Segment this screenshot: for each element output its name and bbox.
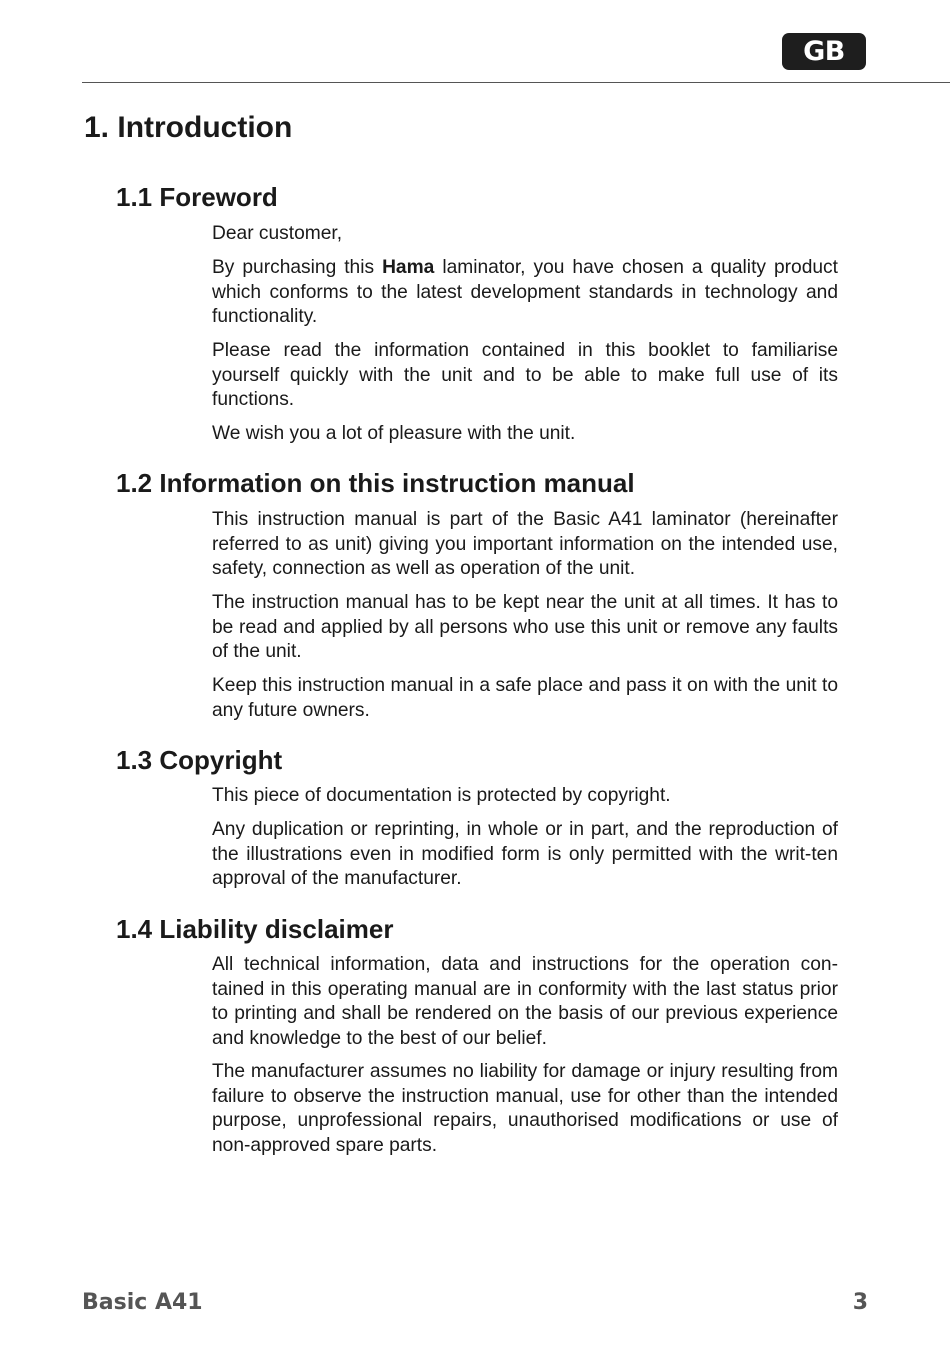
manual-info-paragraph-safe-place: Keep this instruction manual in a safe place and pass it on with the unit to any future owners. (212, 675, 838, 721)
chapter-title: 1. Introduction (84, 111, 293, 144)
header-divider (82, 82, 950, 83)
section-heading-foreword: 1.1 Foreword (116, 182, 278, 212)
section-heading-manual-info: 1.2 Information on this instruction manual (116, 468, 635, 498)
copyright-paragraph-protected: This piece of documentation is protected by copyright. (212, 785, 671, 806)
section-heading-liability: 1.4 Liability disclaimer (116, 914, 394, 944)
copyright-paragraph-duplication: Any duplication or reprinting, in whole or in part, and the reproduction of the illustrations even in modified form is only permitted with the writ-ten approval of the manufacturer. (212, 819, 838, 890)
foreword-greeting: Dear customer, (212, 223, 343, 244)
brand-name-hama: Hama (382, 257, 435, 278)
footer-page-number: 3 (852, 1290, 868, 1315)
liability-paragraph-no-liability: The manufacturer assumes no liability for damage or injury resulting from failure to observe the instruction manual, use for other than the intended purpose, unprofessional repairs, unauthorised modifications or use of non-approved spare parts. (212, 1061, 838, 1156)
foreword-paragraph-purchase (212, 256, 838, 330)
liability-paragraph-technical-info: All technical information, data and instructions for the operation con-tained in this operating manual are in conformity with the last status prior to printing and shall be rendered on the basis of our previous experience and knowledge to the best of our belief. (212, 954, 838, 1049)
manual-info-paragraph-kept: The instruction manual has to be kept near the unit at all times. It has to be read and applied by all persons who use this unit or remove any faults of the unit. (212, 592, 838, 663)
section-heading-copyright: 1.3 Copyright (116, 745, 283, 775)
foreword-paragraph-read: Please read the information contained in this booklet to familiarise yourself quickly with the unit and to be able to make full use of its functions. (212, 340, 838, 411)
manual-info-paragraph-part: This instruction manual is part of the Basic A41 laminator (hereinafter referred to as unit) giving you important information on the intended use, safety, connection as well as operation of the unit. (212, 509, 838, 580)
foreword-purchase-text-before: By purchasing this (212, 257, 383, 278)
language-badge: GB (782, 33, 866, 70)
footer-model-name: Basic A41 (82, 1290, 203, 1315)
foreword-purchase-text-after: laminator, you have chosen a quality product which conforms to the latest development standards in technology and functionality. (212, 257, 838, 328)
foreword-paragraph-wish: We wish you a lot of pleasure with the unit. (212, 423, 576, 444)
